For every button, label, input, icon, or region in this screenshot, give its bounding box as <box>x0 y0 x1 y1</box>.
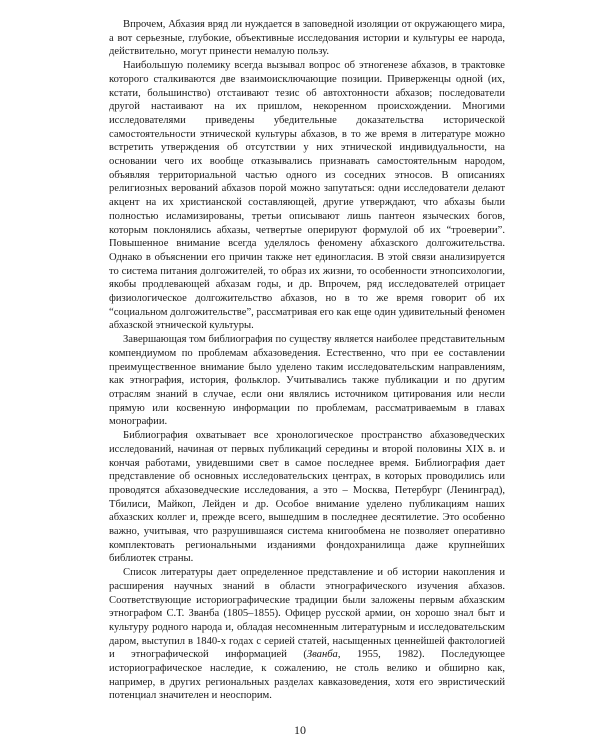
paragraph-3 <box>109 333 505 429</box>
paragraph-4-text: Библиография охватывает все хронологическое пространство абхазоведческих исследований, начиная от первых публикаций середины и второй половины XIX в. и кончая работами, увидевшими свет в самое последнее время. Библиография дает представление об основных исследовательских центрах, в которых проводились или проводятся абхазоведческие исследования, а это – Москва, Петербург (Ленинград), Тбилиси, Майкоп, Лейден и др. Особое внимание уделено публикациям наших абхазских коллег и, прежде всего, вышедшим в последнее десятилетие. Это особенно важно, учитывая, что разрушившаяся система книгообмена не позволяет оперативно комплектовать региональными изданиями фондохранилища даже крупнейших библиотек страны. <box>109 430 505 565</box>
paragraph-1 <box>109 18 505 59</box>
paragraph-2-text: Наибольшую полемику всегда вызывал вопрос об этногенезе абхазов, в трактовке которого сталкиваются две взаимоисключающие позиции. Приверженцы одной (их, кстати, большинство) отстаивают тезис об автохтонности абхазов; последователи другой настаивают на их пришлом, некоренном происхождении. Многими исследователями приведены убедительные доказательства исторической самостоятельности этнической культуры абхазов, в то же время в литературе можно встретить утверждения об отсутствии у них этнической индивидуальности, на основании чего их вообще отказывались признавать самостоятельным народом, объявляя территориальной частью одного из соседних этносов. В описаниях религиозных верований абхазов порой можно запутаться: одни исследователи делают акцент на их христианской составляющей, другие утверждают, что абхазы были полностью исламизированы, третьи описывают лишь пантеон языческих богов, которым поклонялись абхазы, четвертые оперируют формулой об их “троеверии”. Повышенное внимание всегда уделялось феномену абхазского долгожительства. Однако в объяснении его причин также нет единогласия. В этой связи анализируется то система питания долгожителей, то образ их жизни, то особенности этнопсихологии, якобы продлевающей абхазам годы, и др. Впрочем, ряд исследователей отрицает физиологическое долгожительство абхазов, но в то же время говорит об их “социальном долгожительстве”, рассматривая его как еще один удивительный феномен абхазской этнической культуры. <box>109 60 505 332</box>
page-number: 10 <box>294 723 306 737</box>
citation-author: Званба <box>306 649 338 661</box>
paragraph-2 <box>109 59 505 333</box>
paragraph-1-text: Впрочем, Абхазия вряд ли нуждается в заповедной изоляции от окружающего мира, а вот серьезные, глубокие, объективные исследования истории и культуры ее народа, действительно, могут принести немалую пользу. <box>109 19 505 58</box>
paragraph-4 <box>109 429 505 566</box>
paragraph-5-text-before: Список литературы дает определенное представление и об истории накопления и расширения научных знаний в области этнографического изучения абхазов. Соответствующие историографические традиции были заложены первым абхазским этнографом С.Т. Званба (1805–1855). Офицер русской армии, он хорошо знал быт и культуру родного народа и, обладая несомненным литературным и исследовательским даром, выступил в 1840-х годах с серией статей, насыщенных ценнейшей фактологией и этнографической информацией ( <box>109 567 505 661</box>
paragraph-3-text: Завершающая том библиография по существу является наиболее представительным компендиумом по проблемам абхазоведения. Естественно, что при ее составлении преимущественное внимание было уделено таким исследовательским направлениям, как этнография, история, фольклор. Учитывались также публикации и по другим отраслям знаний в случае, если они являлись источником цитирования или несли прямую или косвенную информации по проблемам, рассматриваемым в главах монографии. <box>109 334 505 428</box>
main-text <box>109 18 505 703</box>
paragraph-5-text-after: , 1955, 1982). Последующее историографическое наследие, к сожалению, не столь велико и обширно как, например, в других региональных разделах кавказоведения, хотя его эвристический потенциал значителен и неоспорим. <box>109 649 505 702</box>
paragraph-5 <box>109 566 505 703</box>
